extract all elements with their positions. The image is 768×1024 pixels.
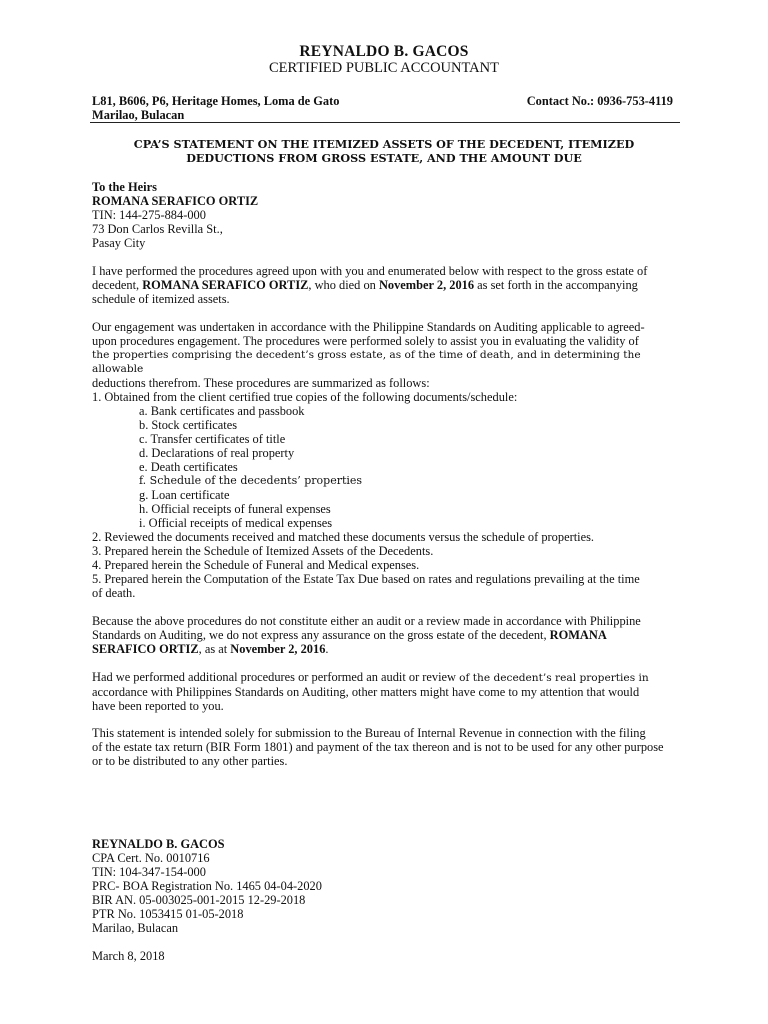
letterhead-contact: Contact No.: 0936-753-4119 (526, 94, 673, 108)
procedure-item-5: 5. Prepared herein the Computation of the Estate Tax Due based on rates and regulations prevailing at the time (92, 572, 640, 586)
addressee-city: Pasay City (92, 236, 146, 250)
letterhead-name: REYNALDO B. GACOS (299, 43, 469, 60)
letterhead-title: CERTIFIED PUBLIC ACCOUNTANT (269, 60, 499, 76)
decedent-name: ROMANA (549, 628, 607, 642)
paragraph-3-line (92, 628, 682, 642)
text-run: of the decedent’s real properties in (459, 672, 649, 684)
paragraph-1-line: I have performed the procedures agreed upon with you and enumerated below with respect to the gross estate of (92, 264, 648, 278)
addressee-street: 73 Don Carlos Revilla St., (92, 222, 223, 236)
paragraph-3 (92, 614, 682, 656)
signatory-cpa-cert: CPA Cert. No. 0010716 (92, 851, 210, 865)
text-run: Had we performed additional procedures or performed an audit or review (92, 670, 460, 684)
paragraph-2-line: upon procedures engagement. The procedures were performed solely to assist you in evaluating the validity of (92, 334, 639, 348)
paragraph-3-line (92, 642, 682, 656)
signatory-tin: TIN: 104-347-154-000 (92, 865, 206, 879)
text-run: Standards on Auditing, we do not express any assurance on the gross estate of the decedent, (92, 628, 550, 642)
subject-line-1: CPA’S STATEMENT ON THE ITEMIZED ASSETS OF THE DECEDENT, ITEMIZED (133, 137, 635, 151)
decedent-name: ROMANA SERAFICO ORTIZ (142, 278, 309, 292)
document-subitem: b. Stock certificates (139, 418, 238, 432)
document-subitem: i. Official receipts of medical expenses (139, 516, 333, 530)
header-divider (90, 122, 680, 123)
document-subitem: e. Death certificates (139, 460, 238, 474)
letterhead-address-line1: L81, B606, P6, Heritage Homes, Loma de Gato (92, 94, 340, 108)
paragraph-5 (92, 726, 682, 768)
procedure-item-4: 4. Prepared herein the Schedule of Funeral and Medical expenses. (92, 558, 420, 572)
paragraph-2-line: Our engagement was undertaken in accordance with the Philippine Standards on Auditing applicable to agreed- (92, 320, 645, 334)
document-subitem: c. Transfer certificates of title (139, 432, 286, 446)
procedure-item-2: 2. Reviewed the documents received and matched these documents versus the schedule of properties. (92, 530, 594, 544)
paragraph-2-line: deductions therefrom. These procedures are summarized as follows: (92, 376, 430, 390)
date-of-death: November 2, 2016 (230, 642, 326, 656)
subject-line-2: DEDUCTIONS FROM GROSS ESTATE, AND THE AMOUNT DUE (186, 151, 582, 165)
addressee-tin: TIN: 144-275-884-000 (92, 208, 206, 222)
letterhead-address-line2: Marilao, Bulacan (92, 108, 185, 122)
text-run: , as at (198, 642, 231, 656)
addressee-name: ROMANA SERAFICO ORTIZ (92, 194, 259, 208)
statement-date: March 8, 2018 (92, 949, 165, 963)
paragraph-5-line: or to be distributed to any other parties. (92, 754, 288, 768)
statement-subject (0, 137, 768, 165)
paragraph-4-line: accordance with Philippines Standards on Auditing, other matters might have come to my attention that would (92, 685, 640, 699)
paragraph-5-line: This statement is intended solely for submission to the Bureau of Internal Revenue in connection with the filing (92, 726, 646, 740)
signatory-prc: PRC- BOA Registration No. 1465 04-04-2020 (92, 879, 322, 893)
paragraph-1-line: schedule of itemized assets. (92, 292, 230, 306)
procedure-item-3: 3. Prepared herein the Schedule of Itemized Assets of the Decedents. (92, 544, 434, 558)
document-subitem: d. Declarations of real property (139, 446, 295, 460)
date-of-death: November 2, 2016 (378, 278, 475, 292)
document-subitem: a. Bank certificates and passbook (139, 404, 305, 418)
paragraph-2-line: the properties comprising the decedent’s gross estate, as of the time of death, and in determining the allowable (92, 349, 641, 375)
document-subitem: f. Schedule of the decedents’ properties (139, 474, 363, 487)
procedure-item-5-cont: of death. (92, 586, 136, 600)
decedent-name: SERAFICO ORTIZ (92, 642, 199, 656)
signatory-ptr: PTR No. 1053415 01-05-2018 (92, 907, 244, 921)
paragraph-3-line: Because the above procedures do not constitute either an audit or a review made in accordance with Philippine (92, 614, 641, 628)
signatory-name: REYNALDO B. GACOS (92, 837, 225, 851)
text-run: as set forth in the accompanying (474, 278, 638, 292)
paragraph-4-line (92, 670, 682, 685)
paragraph-1-line (92, 278, 682, 292)
addressee-salutation: To the Heirs (92, 180, 157, 194)
document-subitem: g. Loan certificate (139, 488, 230, 502)
text-run: decedent, (92, 278, 143, 292)
paragraph-5-line: of the estate tax return (BIR Form 1801) and payment of the tax thereon and is not to be used for any other purpose (92, 740, 664, 754)
signatory-location: Marilao, Bulacan (92, 921, 179, 935)
procedure-item-1: 1. Obtained from the client certified true copies of the following documents/schedule: (92, 390, 518, 404)
signatory-bir: BIR AN. 05-003025-001-2015 12-29-2018 (92, 893, 306, 907)
paragraph-4 (92, 670, 682, 713)
paragraph-4-line: have been reported to you. (92, 699, 224, 713)
text-run: . (325, 642, 329, 656)
document-subitem: h. Official receipts of funeral expenses (139, 502, 331, 516)
text-run: , who died on (308, 278, 379, 292)
paragraph-2 (92, 320, 682, 390)
paragraph-1 (92, 264, 682, 306)
